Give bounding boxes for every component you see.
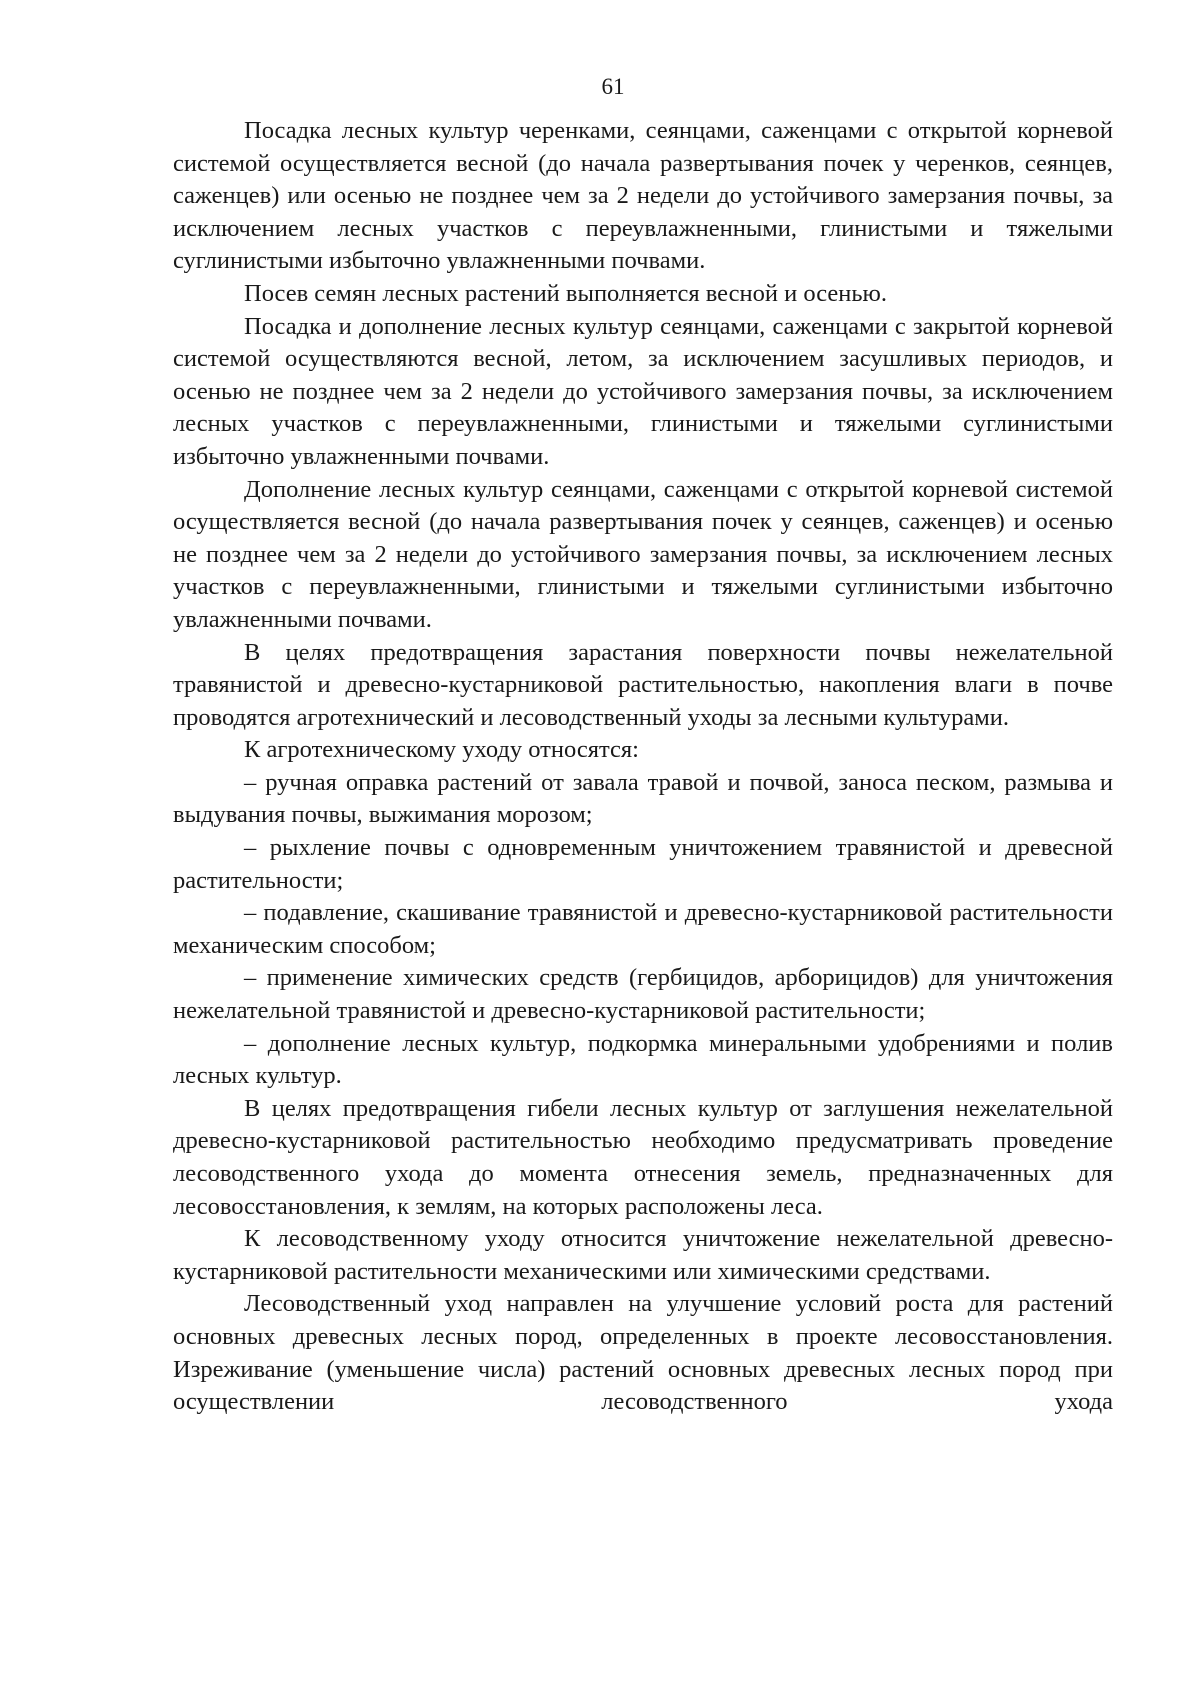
list-item-chemical-means: – применение химических средств (гербицидов, арборицидов) для уничтожения нежелательной травянистой и древесно-кустарниковой растительности; — [173, 964, 1113, 1025]
paragraph-planting-open-roots: Посадка лесных культур черенками, сеянцами, саженцами с открытой корневой системой осуществляется весной (до начала развертывания почек у черенков, сеянцев, саженцев) или осенью не позднее чем за 2 недели до устойчивого замерзания почвы, за исключением лесных участков с переувлажненными, глинистыми и тяжелыми суглинистыми избыточно увлажненными почвами. — [173, 117, 1113, 275]
paragraph-agrotechnical-care-intro: К агротехническому уходу относятся: — [244, 736, 639, 764]
list-item-supplement-fertilizing: – дополнение лесных культур, подкормка минеральными удобрениями и полив лесных культур. — [173, 1029, 1113, 1090]
list-item-soil-loosening: – рыхление почвы с одновременным уничтожением травянистой и древесной растительности; — [173, 834, 1113, 894]
list-item-mechanical-mowing: – подавление, скашивание травянистой и древесно-кустарниковой растительности механическим способом; — [173, 899, 1113, 959]
paragraph-supplement-open-roots: Дополнение лесных культур сеянцами, саженцами с открытой корневой системой осуществляется весной (до начала развертывания почек у сеянцев, саженцев) и осенью не позднее чем за 2 недели до устойчивого замерзания почвы, за исключением лесных участков с переувлажненными, глинистыми и тяжелыми суглинистыми избыточно увлажненными почвами. — [173, 475, 1113, 633]
paragraph-sowing-seeds: Посев семян лесных растений выполняется весной и осенью. — [244, 279, 887, 307]
paragraph-planting-closed-roots: Посадка и дополнение лесных культур сеянцами, саженцами с закрытой корневой системой осуществляются весной, летом, за исключением засушливых периодов, и осенью не позднее чем за 2 недели до устойчивого замерзания почвы, за исключением лесных участков с переувлажненными, глинистыми и тяжелыми суглинистыми избыточно увлажненными почвами. — [173, 312, 1113, 470]
paragraph-care-purpose: В целях предотвращения зарастания поверхности почвы нежелательной травянистой и древесно-кустарниковой растительностью, накопления влаги в почве проводятся агротехнический и лесоводственный уходы за лесными культурами. — [173, 638, 1113, 731]
paragraph-silvicultural-care-aim: Лесоводственный уход направлен на улучшение условий роста для растений основных древесных лесных пород, определенных в проекте лесовосстановления. Изреживание (уменьшение числа) растений основных древесных лесных пород при осуществлении лесоводственного ухода — [173, 1290, 1113, 1416]
document-body — [173, 115, 1113, 1419]
page-number: 61 — [601, 74, 625, 99]
paragraph-silvicultural-care-definition: К лесоводственному уходу относится уничтожение нежелательной древесно-кустарниковой растительности механическими или химическими средствами. — [173, 1225, 1113, 1285]
paragraph-silvicultural-care-need: В целях предотвращения гибели лесных культур от заглушения нежелательной древесно-кустарниковой растительностью необходимо предусматривать проведение лесоводственного ухода до момента отнесения земель, предназначенных для лесовосстановления, к землям, на которых расположены леса. — [173, 1094, 1113, 1220]
list-item-manual-straightening: – ручная оправка растений от завала травой и почвой, заноса песком, размыва и выдувания почвы, выжимания морозом; — [173, 768, 1113, 829]
